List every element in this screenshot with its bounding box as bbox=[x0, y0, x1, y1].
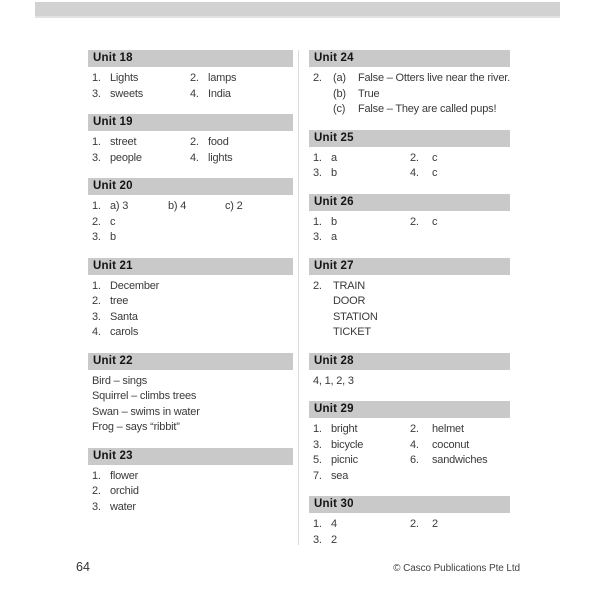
answer-row bbox=[309, 71, 510, 87]
answer-cell: 7. bbox=[313, 469, 322, 482]
answer-text: 2 bbox=[432, 518, 438, 530]
answer-text: water bbox=[110, 500, 136, 513]
answer-text: lights bbox=[208, 151, 233, 164]
answer-cell: bright bbox=[331, 423, 358, 435]
answer-text: lamps bbox=[208, 72, 237, 84]
answer-text: orchid bbox=[110, 485, 139, 497]
answer-cell: sweets bbox=[110, 87, 144, 100]
unit-header: Unit 22 bbox=[88, 353, 293, 370]
answer-row bbox=[88, 469, 293, 485]
column-right bbox=[309, 50, 510, 560]
answer-cell: 3. bbox=[313, 438, 322, 451]
answer-text: TICKET bbox=[333, 326, 371, 338]
unit-section bbox=[309, 353, 510, 390]
answer-cell bbox=[313, 87, 333, 103]
answer-cell: 3. bbox=[92, 310, 101, 323]
answer-row bbox=[309, 325, 510, 341]
unit-header: Unit 20 bbox=[88, 178, 293, 195]
answer-cell: bicycle bbox=[331, 438, 364, 451]
answer-cell: 4. bbox=[410, 167, 419, 179]
answer-row bbox=[88, 215, 293, 231]
answer-row bbox=[88, 389, 293, 405]
answer-cell: 3. bbox=[92, 87, 101, 100]
answer-cell: b bbox=[331, 167, 337, 179]
unit-section bbox=[88, 50, 293, 102]
answer-row bbox=[88, 294, 293, 310]
answer-row bbox=[309, 533, 510, 549]
answer-row bbox=[309, 166, 510, 182]
unit-section bbox=[88, 258, 293, 341]
unit-header: Unit 19 bbox=[88, 114, 293, 131]
answer-row bbox=[88, 484, 293, 500]
answer-cell: 6. bbox=[410, 454, 419, 466]
answer-cell: 2. bbox=[410, 215, 419, 228]
answer-cell: 4. bbox=[92, 326, 101, 338]
photo-edge-band bbox=[35, 2, 560, 18]
answer-cell: 2. bbox=[410, 151, 419, 164]
answer-cell: 3. bbox=[92, 231, 101, 243]
answer-text: True bbox=[358, 87, 380, 100]
answer-text: India bbox=[208, 87, 231, 100]
answer-text: Santa bbox=[110, 310, 138, 323]
answer-row bbox=[309, 215, 510, 231]
answer-text: sandwiches bbox=[432, 454, 488, 466]
answer-cell: 1. bbox=[92, 136, 101, 148]
answer-row bbox=[309, 453, 510, 469]
unit-header: Unit 26 bbox=[309, 194, 510, 211]
answer-row bbox=[88, 405, 293, 421]
answer-text: food bbox=[208, 136, 229, 148]
answer-cell: street bbox=[110, 136, 137, 148]
answer-cell: 5. bbox=[313, 454, 322, 466]
answer-cell: b) 4 bbox=[168, 200, 187, 212]
answer-text: False – Otters live near the river. bbox=[358, 72, 510, 84]
unit-section bbox=[88, 114, 293, 166]
answer-text: c bbox=[432, 151, 438, 164]
answer-row bbox=[309, 279, 510, 295]
answer-cell: b bbox=[331, 215, 337, 228]
answer-row bbox=[309, 422, 510, 438]
answer-text: STATION bbox=[333, 310, 378, 323]
answer-cell: 2. bbox=[92, 295, 101, 307]
answer-text: Bird – sings bbox=[92, 374, 148, 387]
answer-row bbox=[88, 87, 293, 103]
answer-text: c) 2 bbox=[225, 200, 243, 212]
answer-text: flower bbox=[110, 469, 139, 482]
unit-section bbox=[309, 194, 510, 246]
answer-cell bbox=[313, 325, 333, 341]
answer-text: 2 bbox=[331, 533, 337, 546]
answer-row bbox=[309, 469, 510, 485]
answer-cell: 1. bbox=[313, 151, 322, 164]
answer-row bbox=[309, 151, 510, 167]
answer-cell: Lights bbox=[110, 72, 139, 84]
answer-row bbox=[88, 325, 293, 341]
answer-text: helmet bbox=[432, 423, 464, 435]
answer-cell: 4 bbox=[331, 518, 337, 530]
answer-cell: 3. bbox=[92, 151, 101, 164]
answer-text: c bbox=[432, 167, 438, 179]
answer-cell: 2. bbox=[92, 215, 101, 228]
page-number: 64 bbox=[76, 560, 90, 574]
answer-text: c bbox=[110, 215, 116, 228]
answer-row bbox=[88, 199, 293, 215]
answer-cell: 1. bbox=[313, 518, 322, 530]
answer-cell bbox=[313, 102, 333, 118]
answer-row bbox=[88, 420, 293, 436]
answer-cell: 2. bbox=[190, 136, 199, 148]
unit-header: Unit 25 bbox=[309, 130, 510, 147]
unit-section bbox=[309, 496, 510, 548]
answer-row bbox=[88, 151, 293, 167]
answer-text: sea bbox=[331, 469, 349, 482]
answer-cell: 2. bbox=[410, 423, 419, 435]
answer-text: 4, 1, 2, 3 bbox=[313, 374, 354, 387]
answer-cell: (a) bbox=[333, 72, 346, 84]
answer-row bbox=[309, 294, 510, 310]
unit-section bbox=[309, 130, 510, 182]
answer-text: tree bbox=[110, 295, 129, 307]
unit-header: Unit 30 bbox=[309, 496, 510, 513]
answer-cell: a) 3 bbox=[110, 200, 129, 212]
answer-cell: 1. bbox=[313, 423, 322, 435]
answer-text: December bbox=[110, 279, 160, 292]
answer-row bbox=[88, 135, 293, 151]
unit-header: Unit 18 bbox=[88, 50, 293, 67]
unit-header: Unit 28 bbox=[309, 353, 510, 370]
answer-text: b bbox=[110, 231, 116, 243]
answer-row bbox=[309, 374, 510, 390]
answer-text: False – They are called pups! bbox=[358, 103, 497, 115]
answer-cell: 2. bbox=[410, 518, 419, 530]
unit-section bbox=[88, 178, 293, 246]
unit-header: Unit 24 bbox=[309, 50, 510, 67]
answer-cell bbox=[313, 294, 333, 310]
copyright-notice: © Casco Publications Pte Ltd bbox=[393, 563, 520, 574]
unit-header: Unit 21 bbox=[88, 258, 293, 275]
answer-cell: 4. bbox=[190, 87, 199, 100]
answer-cell: 3. bbox=[313, 231, 322, 243]
answer-text: TRAIN bbox=[333, 279, 366, 292]
answer-cell: a bbox=[331, 151, 337, 164]
answer-cell: 1. bbox=[92, 279, 101, 292]
unit-header: Unit 23 bbox=[88, 448, 293, 465]
answer-text: c bbox=[432, 215, 438, 228]
unit-section bbox=[309, 401, 510, 484]
column-divider bbox=[298, 50, 299, 545]
answer-cell: 1. bbox=[92, 200, 101, 212]
answer-row bbox=[309, 102, 510, 118]
answer-row bbox=[88, 374, 293, 390]
answer-row bbox=[309, 87, 510, 103]
answer-cell: 4. bbox=[410, 438, 419, 451]
unit-section bbox=[88, 353, 293, 436]
answer-cell: 3. bbox=[92, 500, 101, 513]
unit-header: Unit 29 bbox=[309, 401, 510, 418]
answer-cell: 1. bbox=[313, 215, 322, 228]
unit-section bbox=[309, 50, 510, 118]
column-left bbox=[88, 50, 293, 527]
answer-text: Squirrel – climbs trees bbox=[92, 390, 197, 402]
answer-cell: 1. bbox=[92, 72, 101, 84]
unit-header: Unit 27 bbox=[309, 258, 510, 275]
answer-row bbox=[309, 230, 510, 246]
answer-text: carols bbox=[110, 326, 139, 338]
answer-cell: 3. bbox=[313, 167, 322, 179]
answer-cell bbox=[313, 310, 333, 326]
answer-cell: 2. bbox=[313, 72, 322, 84]
answer-cell: 3. bbox=[313, 533, 322, 546]
answer-text: coconut bbox=[432, 438, 470, 451]
answer-cell: 1. bbox=[92, 469, 101, 482]
answer-row bbox=[88, 279, 293, 295]
answer-cell: 2. bbox=[190, 72, 199, 84]
answer-row bbox=[309, 517, 510, 533]
unit-section bbox=[88, 448, 293, 516]
answer-row bbox=[309, 310, 510, 326]
unit-section bbox=[309, 258, 510, 341]
answer-text: Frog – says “ribbit” bbox=[92, 421, 180, 433]
answer-row bbox=[88, 71, 293, 87]
answer-cell: people bbox=[110, 151, 142, 164]
answer-text: a bbox=[331, 231, 337, 243]
answer-cell: 2. bbox=[313, 279, 322, 292]
answer-text: DOOR bbox=[333, 295, 366, 307]
answer-row bbox=[309, 438, 510, 454]
answer-text: Swan – swims in water bbox=[92, 405, 200, 418]
answer-cell: (c) bbox=[333, 103, 346, 115]
answer-row bbox=[88, 310, 293, 326]
answer-cell: (b) bbox=[333, 87, 346, 100]
answer-cell: 2. bbox=[92, 485, 101, 497]
answer-cell: 4. bbox=[190, 151, 199, 164]
answer-row bbox=[88, 500, 293, 516]
answer-cell: picnic bbox=[331, 454, 358, 466]
answer-row bbox=[88, 230, 293, 246]
